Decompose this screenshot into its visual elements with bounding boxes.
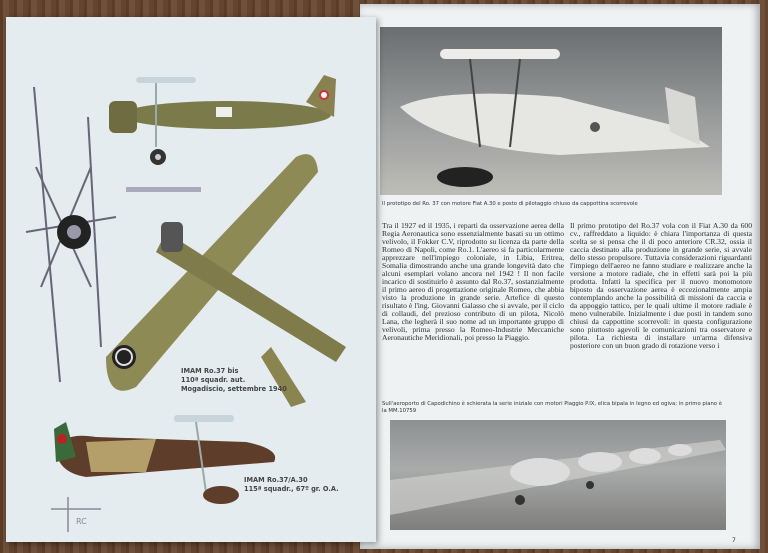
prototype-photo [380, 27, 722, 195]
text-column-2: Il primo prototipo del Ro.37 vola con il Fiat A.30 da 600 cv., raffreddato a liquido: è chiara l'importanza di questa scelta se si pensa che il di poco anteriore CR.32, ossia il caccia destinato alla produzione in grande serie, si avvale dello stesso propulsore. Tuttavia considerazioni riguardanti l'impiego dell'aereo ne fanno studiare e realizzare anche la versione a motore radiale, che in effetti sarà poi la più prodotta. Infatti la specifica per il nuovo monomotore biposto da osservazione aerea è eccezionalmente ampia contemplando anche la possibilità di missioni da caccia e da appoggio tattico, per le quali ultime il motore radiale è meno vulnerabile. Inizialmente i due posti in tandem sono chiusi da cappottine scorrevoli: in questa configurazione sono piuttosto agevoli le comunicazioni tra osservatore e pilota. La richiesta di installare un'arma difensiva posteriore con un buon grado di rotazione verso i [570, 221, 752, 350]
scale-bar [126, 187, 201, 192]
rc-logo-text: RC [76, 517, 87, 526]
label-line: 110ª squadr. aut. [181, 376, 246, 384]
rc-logo [51, 497, 101, 532]
label-line: Mogadiscio, settembre 1940 [181, 385, 287, 393]
side-view-ro37bis [109, 75, 336, 165]
aircraft-label-ro37-a30 [244, 476, 339, 494]
left-page [6, 17, 376, 542]
airfield-lineup-photo [390, 420, 726, 530]
text-column-1: Tra il 1927 ed il 1935, i reparti da osservazione aerea della Regia Aeronautica sono essenzialmente basati su un ottimo velivolo, il Fokker C.V, riprodotto su licenza da parte della Romeo di Napoli, come Ro.1. L'aereo si fa particolarmente apprezzare nell'impiego coloniale, in Libia, Eritrea, Somalia dimostrando anche una grande longevità dato che alcuni esemplari volano ancora nel 1942 ! Il non facile incarico di sostituirlo è assunto dal Ro.37, sostanzialmente il primo aereo di progettazione originale Romeo, che abbia visto la produzione in grande serie. Artefice di questo risultato è l'ing. Giovanni Galasso che si avvale, per il ciclo di collaudi, del prezioso contributo di un pilota, Nicolò Lana, che legherà il suo nome ad un importante gruppo di velivoli, prima presso la Romeo-Industrie Meccaniche Aeronautiche Meridionali, poi presso la Piaggio. [382, 221, 564, 342]
label-line: IMAM Ro.37 bis [181, 367, 239, 375]
right-page [360, 4, 760, 549]
side-view-ro37-a30 [54, 415, 275, 504]
bottom-photo-caption: Sull'aeroporto di Capodichino è schierata la serie iniziale con motori Piaggio P.IX, elica bipala in legno ed ogiva; in primo piano è la MM.10759 [382, 401, 722, 414]
top-photo-caption: Il prototipo del Ro. 37 con motore Fiat A.30 e posto di pilotaggio chiuso da cappottina scorrevole [382, 201, 638, 207]
aircraft-illustrations [6, 17, 376, 542]
page-number: 7 [732, 537, 736, 544]
aircraft-label-ro37bis [181, 367, 287, 394]
label-line: 115ª squadr., 67º gr. O.A. [244, 485, 339, 493]
label-line: IMAM Ro.37/A.30 [244, 476, 308, 484]
